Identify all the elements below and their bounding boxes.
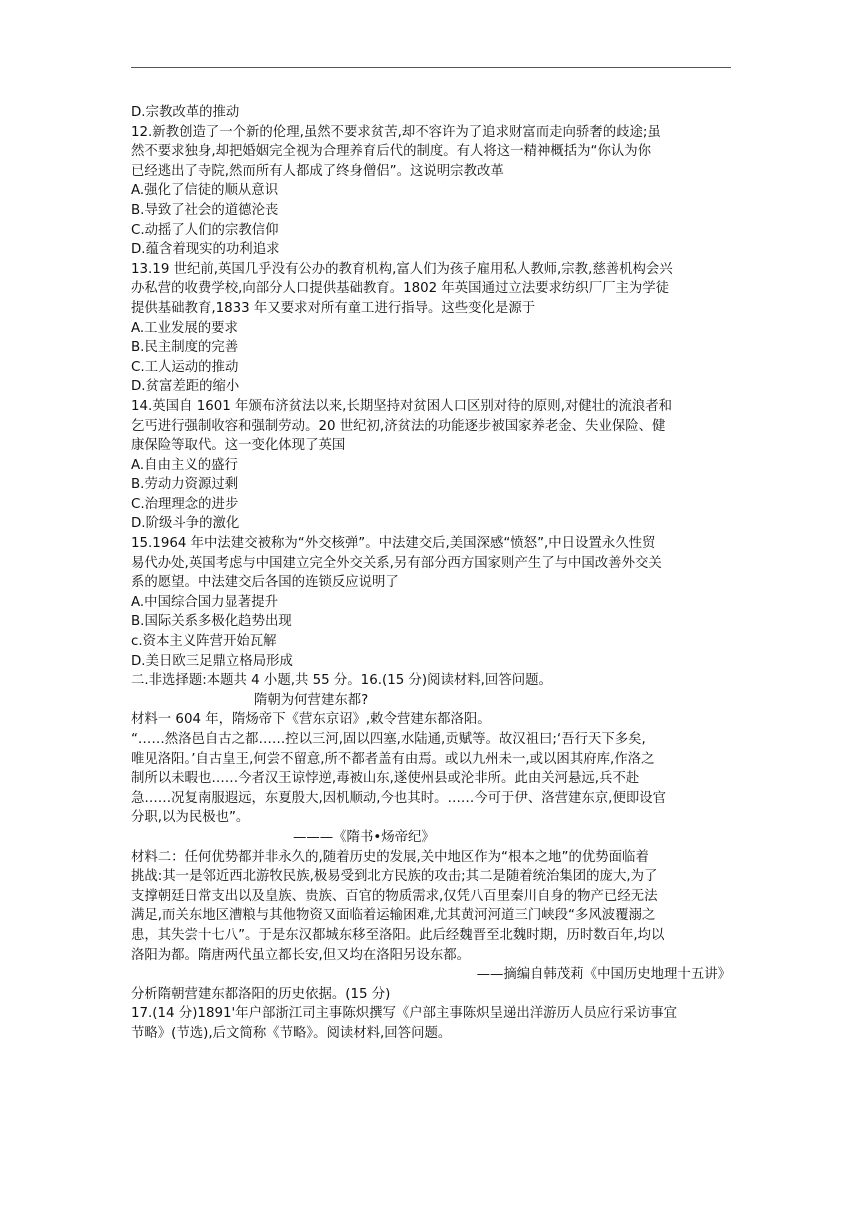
q16-source1: ———《隋书•炀帝纪》 bbox=[293, 829, 435, 845]
q17-stem-line: 节略》(节选),后文简称《节略》。阅读材料,回答问题。 bbox=[131, 1025, 452, 1041]
header-rule bbox=[131, 67, 731, 68]
question-13 bbox=[131, 260, 731, 397]
q11-option-d: D.宗教改革的推动 bbox=[131, 105, 240, 120]
q16-question: 分析隋朝营建东都洛阳的历史依据。(15 分) bbox=[131, 986, 391, 1002]
q16-title: 隋朝为何营建东都? bbox=[254, 692, 369, 708]
q16-material1-line: 唯见洛阳。’自古皇王,何尝不留意,所不都者盖有由焉。或以九州未一,或以困其府库,作洛之 bbox=[131, 751, 655, 767]
q12-option-a: A.强化了信徒的顺从意识 bbox=[131, 183, 279, 199]
question-12 bbox=[131, 123, 731, 260]
q14-option-a: A.自由主义的盛行 bbox=[131, 457, 238, 473]
q12-option-d: D.蕴含着现实的功利追求 bbox=[131, 242, 280, 258]
question-14 bbox=[131, 397, 731, 534]
q13-stem-line: 13.19 世纪前,英国几乎没有公办的教育机构,富人们为孩子雇用私人教师,宗教,慈善机构会兴 bbox=[131, 261, 673, 277]
q14-option-d: D.阶级斗争的激化 bbox=[131, 516, 240, 532]
q16-material2-line: 支撑朝廷日常支出以及皇族、贵族、百官的物质需求,仅凭八百里秦川自身的物产已经无法 bbox=[131, 888, 658, 904]
q15-stem-line: 易代办处,英国考虑与中国建立完全外交关系,另有部分西方国家则产生了与中国改善外交关 bbox=[131, 555, 662, 571]
q16-material1-line: 制所以未暇也……今者汉王谅悖逆,毒被山东,遂使州县或沦非所。此由关河悬远,兵不赴 bbox=[131, 771, 640, 787]
q13-option-b: B.民主制度的完善 bbox=[131, 340, 239, 356]
q12-option-c: C.动摇了人们的宗教信仰 bbox=[131, 222, 279, 238]
q15-stem-line: 系的愿望。中法建交后各国的连锁反应说明了 bbox=[131, 575, 399, 591]
question-17 bbox=[131, 1004, 731, 1043]
q15-option-d: D.美日欧三足鼎立格局形成 bbox=[131, 653, 293, 669]
q14-option-c: C.治理理念的进步 bbox=[131, 496, 239, 512]
q15-option-a: A.中国综合国力显著提升 bbox=[131, 594, 279, 610]
q13-option-a: A.工业发展的要求 bbox=[131, 320, 238, 336]
q12-stem-line: 然不要求独身,却把婚姻完全视为合理养育后代的制度。有人将这一精神概括为“你认为你 bbox=[131, 144, 652, 160]
q13-option-d: D.贫富差距的缩小 bbox=[131, 379, 240, 395]
exam-page bbox=[131, 103, 731, 1044]
q12-stem-line: 12.新教创造了一个新的伦理,虽然不要求贫苦,却不容许为了追求财富而走向骄奢的歧途;虽 bbox=[131, 124, 661, 140]
q12-option-b: B.导致了社会的道德沦丧 bbox=[131, 202, 279, 218]
q16-material2-line: 挑战:其一是邻近西北游牧民族,极易受到北方民族的攻击;其二是随着统治集团的庞大,为了 bbox=[131, 869, 658, 885]
q16-material2-line: 材料二：任何优势都并非永久的,随着历史的发展,关中地区作为“根本之地”的优势面临着 bbox=[131, 849, 649, 865]
q15-option-b: B.国际关系多极化趋势出现 bbox=[131, 614, 292, 630]
q14-option-b: B.劳动力资源过剩 bbox=[131, 477, 239, 493]
q14-stem-line: 14.英国自 1601 年颁布济贫法以来,长期坚持对贫困人口区别对待的原则,对健壮的流浪者和 bbox=[131, 398, 673, 414]
q17-stem-line: 17.(14 分)1891'年户部浙江司主事陈炽撰写《户部主事陈炽呈递出洋游历人员应行采访事宜 bbox=[131, 1006, 678, 1022]
q16-material1-line: 急……况复南服遐远，东夏殷大,因机顺动,今也其时。……今可于伊、洛营建东京,便即设官 bbox=[131, 790, 667, 806]
q12-stem-line: 已经逃出了寺院,然而所有人都成了终身僧侣”。这说明宗教改革 bbox=[131, 163, 504, 179]
q16-source2: ——摘编自韩茂莉《中国历史地理十五讲》 bbox=[476, 967, 731, 983]
q13-stem-line: 提供基础教育,1833 年又要求对所有童工进行指导。这些变化是源于 bbox=[131, 300, 536, 316]
q13-stem-line: 办私营的收费学校,向部分人口提供基础教育。1802 年英国通过立法要求纺织厂厂主为学徒 bbox=[131, 281, 670, 297]
q16-material1-line: 材料一 604 年，隋炀帝下《营东京诏》,敕令营建东都洛阳。 bbox=[131, 712, 491, 728]
q14-stem-line: 乞丐进行强制收容和强制劳动。20 世纪初,济贫法的功能逐步被国家养老金、失业保险、健 bbox=[131, 418, 666, 434]
q13-option-c: C.工人运动的推动 bbox=[131, 359, 239, 375]
q16-material1-line: 分职,以为民极也”。 bbox=[131, 810, 250, 826]
q16-material2-line: 患，其失尝十七八”。于是东汉都城东移至洛阳。此后经魏晋至北魏时期，历时数百年,均以 bbox=[131, 927, 665, 943]
question-16 bbox=[131, 691, 731, 1005]
q15-stem-line: 15.1964 年中法建交被称为“外交核弹”。中法建交后,美国深感“愤怒”,中日设置永久性贸 bbox=[131, 536, 656, 552]
q16-material2-line: 满足,而关东地区漕粮与其他物资又面临着运输困难,尤其黄河河道三门峡段“多风波覆溺之 bbox=[131, 908, 656, 924]
question-15 bbox=[131, 534, 731, 671]
q16-material1-line: “……然洛邑自古之都……控以三河,固以四塞,水陆通,贡赋等。故汉祖曰;‘吾行天下多矣, bbox=[131, 732, 646, 747]
q15-option-c: c.资本主义阵营开始瓦解 bbox=[131, 634, 277, 650]
q14-stem-line: 康保险等取代。这一变化体现了英国 bbox=[131, 438, 346, 454]
section-2-header: 二.非选择题:本题共 4 小题,共 55 分。16.(15 分)阅读材料,回答问题。 bbox=[131, 673, 552, 689]
q16-material2-line: 洛阳为都。隋唐两代虽立都长安,但又均在洛阳另设东都。 bbox=[131, 947, 471, 963]
